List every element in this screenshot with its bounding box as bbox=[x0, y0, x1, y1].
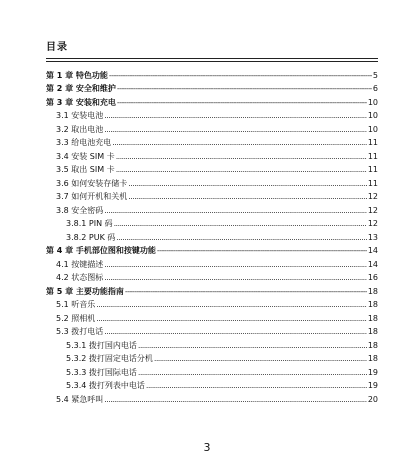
dot-leader bbox=[157, 246, 367, 256]
toc-entry-title: 5.3 拨打电话 bbox=[56, 327, 104, 336]
toc-entry-page: 13 bbox=[367, 232, 378, 242]
toc-entry[interactable] bbox=[46, 135, 378, 149]
toc-entry[interactable] bbox=[46, 162, 378, 176]
toc-entry-page: 19 bbox=[367, 367, 378, 377]
toc-entry-title: 第 4 章 手机部位图和按键功能 bbox=[46, 246, 156, 255]
toc-entry-title: 第 2 章 安全和维护 bbox=[46, 84, 116, 93]
toc-entry-title: 4.1 按键描述 bbox=[56, 259, 104, 269]
toc-entry[interactable] bbox=[46, 351, 378, 365]
toc-entry-page: 11 bbox=[367, 178, 378, 188]
toc-entry[interactable] bbox=[46, 67, 378, 81]
toc-entry-title: 3.4 安装 SIM 卡 bbox=[56, 151, 115, 161]
dot-leader bbox=[114, 219, 367, 229]
toc-entry[interactable] bbox=[46, 337, 378, 351]
dot-leader bbox=[104, 273, 367, 283]
toc-entry-title: 3.5 取出 SIM 卡 bbox=[56, 165, 115, 174]
dot-leader bbox=[146, 381, 367, 391]
toc-entry-title: 第 3 章 安装和充电 bbox=[46, 97, 116, 107]
toc-entry[interactable] bbox=[46, 364, 378, 378]
toc-entry[interactable] bbox=[46, 189, 378, 203]
toc-entry-title: 3.7 如何开机和关机 bbox=[56, 192, 128, 201]
dot-leader bbox=[96, 314, 367, 324]
footer-page-number: 3 bbox=[203, 441, 211, 454]
toc-entry-page: 18 bbox=[367, 327, 378, 336]
toc-entry-page: 6 bbox=[372, 84, 378, 93]
toc-entry-title: 5.3.2 拨打固定电话分机 bbox=[66, 354, 153, 363]
toc-entry-title: 4.2 状态图标 bbox=[56, 273, 104, 282]
toc-entry-page: 16 bbox=[367, 273, 378, 282]
dot-leader bbox=[128, 192, 367, 202]
toc-entry-page: 12 bbox=[367, 192, 378, 201]
dot-leader bbox=[116, 152, 367, 162]
toc-entry-page: 18 bbox=[367, 300, 378, 309]
toc-entry-title: 5.3.3 拨打国际电话 bbox=[66, 367, 137, 377]
toc-entry[interactable] bbox=[46, 378, 378, 392]
dot-leader bbox=[138, 368, 367, 378]
dot-leader bbox=[104, 111, 367, 121]
toc-entry-title: 3.8.2 PUK 码 bbox=[66, 232, 116, 242]
toc-entry-page: 18 bbox=[367, 340, 378, 350]
dot-leader bbox=[96, 300, 367, 310]
toc-entry[interactable] bbox=[46, 148, 378, 162]
toc-entry[interactable] bbox=[46, 94, 378, 108]
dot-leader bbox=[116, 233, 366, 243]
toc-entry-page: 18 bbox=[367, 313, 378, 323]
toc-entry-page: 12 bbox=[367, 205, 378, 215]
toc-entry[interactable] bbox=[46, 256, 378, 270]
toc-entry-page: 11 bbox=[367, 151, 378, 161]
toc-entry-title: 3.6 如何安装存储卡 bbox=[56, 178, 128, 188]
toc-entry[interactable] bbox=[46, 202, 378, 216]
toc-entry-page: 10 bbox=[367, 111, 378, 120]
dot-leader bbox=[116, 165, 367, 175]
dot-leader bbox=[117, 84, 372, 94]
toc-entry-title: 第 1 章 特色功能 bbox=[46, 70, 108, 80]
toc-entry[interactable] bbox=[46, 216, 378, 230]
toc-entry[interactable] bbox=[46, 310, 378, 324]
heading-rule-bottom bbox=[46, 61, 378, 62]
dot-leader bbox=[104, 206, 367, 216]
toc-entry[interactable] bbox=[46, 283, 378, 297]
toc-entry-page: 11 bbox=[367, 165, 378, 174]
toc-entry-title: 3.2 取出电池 bbox=[56, 124, 104, 134]
toc-entry-title: 5.4 紧急呼叫 bbox=[56, 394, 104, 404]
toc-entry[interactable] bbox=[46, 81, 378, 95]
toc-entry[interactable] bbox=[46, 175, 378, 189]
toc-entry-page: 5 bbox=[372, 70, 378, 80]
toc-entry-page: 19 bbox=[367, 381, 378, 390]
dot-leader bbox=[125, 287, 367, 297]
toc-entry-page: 20 bbox=[367, 394, 378, 404]
dot-leader bbox=[154, 354, 367, 364]
dot-leader bbox=[112, 138, 367, 148]
table-of-contents bbox=[46, 67, 378, 405]
toc-entry[interactable] bbox=[46, 324, 378, 338]
toc-entry[interactable] bbox=[46, 297, 378, 311]
dot-leader bbox=[109, 71, 372, 81]
toc-entry[interactable] bbox=[46, 243, 378, 257]
dot-leader bbox=[104, 125, 367, 135]
toc-entry-page: 10 bbox=[367, 124, 378, 134]
dot-leader bbox=[104, 395, 367, 405]
toc-entry[interactable] bbox=[46, 229, 378, 243]
toc-entry-page: 18 bbox=[367, 354, 378, 363]
toc-entry-page: 12 bbox=[367, 219, 378, 228]
toc-entry-page: 11 bbox=[367, 138, 378, 147]
toc-entry-title: 第 5 章 主要功能指南 bbox=[46, 286, 124, 296]
toc-entry-title: 3.3 给电池充电 bbox=[56, 138, 112, 147]
toc-entry[interactable] bbox=[46, 391, 378, 405]
heading-rule-top bbox=[46, 58, 378, 59]
dot-leader bbox=[104, 260, 367, 270]
toc-entry[interactable] bbox=[46, 270, 378, 284]
toc-entry-title: 5.2 照相机 bbox=[56, 313, 96, 323]
toc-entry-title: 5.3.1 拨打国内电话 bbox=[66, 340, 137, 350]
toc-entry-page: 10 bbox=[367, 97, 378, 107]
toc-entry-page: 14 bbox=[367, 246, 378, 255]
toc-entry[interactable] bbox=[46, 121, 378, 135]
toc-entry-title: 3.8 安全密码 bbox=[56, 205, 104, 215]
toc-entry-page: 14 bbox=[367, 259, 378, 269]
toc-entry-title: 3.1 安装电池 bbox=[56, 111, 104, 120]
toc-entry-title: 3.8.1 PIN 码 bbox=[66, 219, 113, 228]
toc-entry-page: 18 bbox=[367, 286, 378, 296]
dot-leader bbox=[104, 327, 367, 337]
toc-entry-title: 5.3.4 拨打列表中电话 bbox=[66, 381, 145, 390]
toc-heading: 目录 bbox=[46, 42, 68, 53]
dot-leader bbox=[117, 98, 367, 108]
toc-entry-title: 5.1 听音乐 bbox=[56, 300, 96, 309]
dot-leader bbox=[138, 341, 367, 351]
toc-entry[interactable] bbox=[46, 108, 378, 122]
dot-leader bbox=[128, 179, 367, 189]
